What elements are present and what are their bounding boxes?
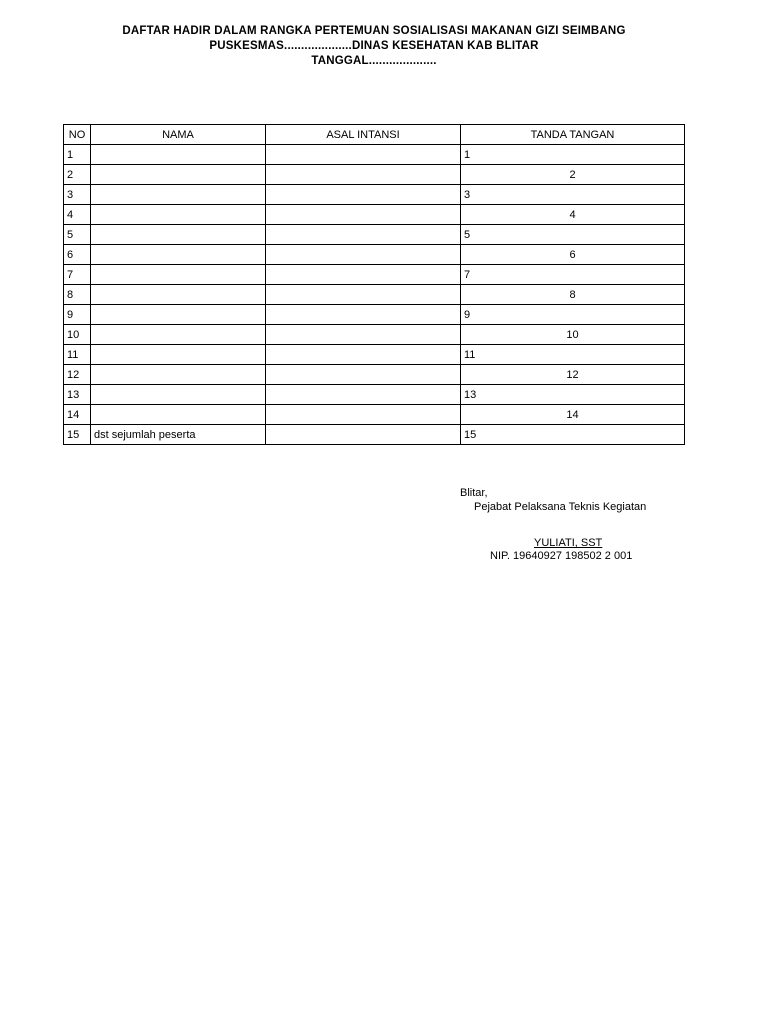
header-puskesmas: PUSKESMAS....................DINAS KESEHATAN KAB BLITAR [209, 40, 539, 52]
cell-no: 12 [64, 365, 91, 385]
cell-tanda-tangan: 3 [461, 185, 685, 205]
cell-asal-intansi [266, 185, 461, 205]
cell-no: 6 [64, 245, 91, 265]
cell-no: 3 [64, 185, 91, 205]
cell-no: 4 [64, 205, 91, 225]
signature-place: Blitar, [460, 487, 488, 499]
cell-asal-intansi [266, 405, 461, 425]
cell-nama [91, 405, 266, 425]
cell-no: 10 [64, 325, 91, 345]
cell-asal-intansi [266, 225, 461, 245]
cell-tanda-tangan: 10 [461, 325, 685, 345]
cell-tanda-tangan: 11 [461, 345, 685, 365]
header-title: DAFTAR HADIR DALAM RANGKA PERTEMUAN SOSIALISASI MAKANAN GIZI SEIMBANG [122, 25, 626, 37]
cell-asal-intansi [266, 165, 461, 185]
column-header-no: NO [64, 125, 91, 145]
cell-nama [91, 305, 266, 325]
table-row [64, 225, 685, 245]
cell-asal-intansi [266, 385, 461, 405]
cell-nama: dst sejumlah peserta [91, 425, 266, 445]
cell-nama [91, 225, 266, 245]
document-header [0, 24, 748, 69]
cell-no: 5 [64, 225, 91, 245]
cell-tanda-tangan: 14 [461, 405, 685, 425]
header-date: TANGGAL.................... [311, 55, 437, 67]
cell-tanda-tangan: 9 [461, 305, 685, 325]
cell-no: 14 [64, 405, 91, 425]
cell-nama [91, 285, 266, 305]
cell-no: 2 [64, 165, 91, 185]
cell-nama [91, 245, 266, 265]
table-row [64, 405, 685, 425]
signature-role: Pejabat Pelaksana Teknis Kegiatan [474, 501, 647, 513]
cell-no: 15 [64, 425, 91, 445]
table-row [64, 305, 685, 325]
cell-nama [91, 185, 266, 205]
cell-tanda-tangan: 2 [461, 165, 685, 185]
column-header-nama: NAMA [91, 125, 266, 145]
cell-tanda-tangan: 7 [461, 265, 685, 285]
cell-tanda-tangan: 12 [461, 365, 685, 385]
table-row [64, 165, 685, 185]
column-header-asal-intansi: ASAL INTANSI [266, 125, 461, 145]
cell-tanda-tangan: 8 [461, 285, 685, 305]
table-row [64, 265, 685, 285]
cell-nama [91, 345, 266, 365]
cell-tanda-tangan: 5 [461, 225, 685, 245]
table-row [64, 345, 685, 365]
cell-no: 11 [64, 345, 91, 365]
cell-asal-intansi [266, 285, 461, 305]
cell-tanda-tangan: 15 [461, 425, 685, 445]
cell-no: 1 [64, 145, 91, 165]
signature-name: YULIATI, SST [534, 537, 603, 549]
cell-nama [91, 145, 266, 165]
cell-asal-intansi [266, 425, 461, 445]
cell-asal-intansi [266, 245, 461, 265]
column-header-tanda-tangan: TANDA TANGAN [461, 125, 685, 145]
table-row [64, 325, 685, 345]
signature-nip: NIP. 19640927 198502 2 001 [490, 550, 633, 562]
cell-tanda-tangan: 4 [461, 205, 685, 225]
cell-asal-intansi [266, 365, 461, 385]
attendance-table [63, 124, 685, 445]
cell-asal-intansi [266, 305, 461, 325]
cell-tanda-tangan: 1 [461, 145, 685, 165]
cell-nama [91, 325, 266, 345]
cell-nama [91, 265, 266, 285]
cell-nama [91, 165, 266, 185]
table-header-row [64, 125, 685, 145]
cell-tanda-tangan: 13 [461, 385, 685, 405]
table-row [64, 185, 685, 205]
cell-no: 7 [64, 265, 91, 285]
cell-tanda-tangan: 6 [461, 245, 685, 265]
cell-no: 8 [64, 285, 91, 305]
table-row [64, 145, 685, 165]
cell-asal-intansi [266, 205, 461, 225]
cell-asal-intansi [266, 325, 461, 345]
cell-no: 9 [64, 305, 91, 325]
table-row [64, 205, 685, 225]
table-row [64, 365, 685, 385]
cell-asal-intansi [266, 265, 461, 285]
cell-asal-intansi [266, 145, 461, 165]
table-row [64, 385, 685, 405]
cell-nama [91, 205, 266, 225]
table-row [64, 245, 685, 265]
table-row [64, 285, 685, 305]
cell-nama [91, 385, 266, 405]
cell-asal-intansi [266, 345, 461, 365]
table-row [64, 425, 685, 445]
cell-no: 13 [64, 385, 91, 405]
cell-nama [91, 365, 266, 385]
signature-block [460, 486, 647, 562]
